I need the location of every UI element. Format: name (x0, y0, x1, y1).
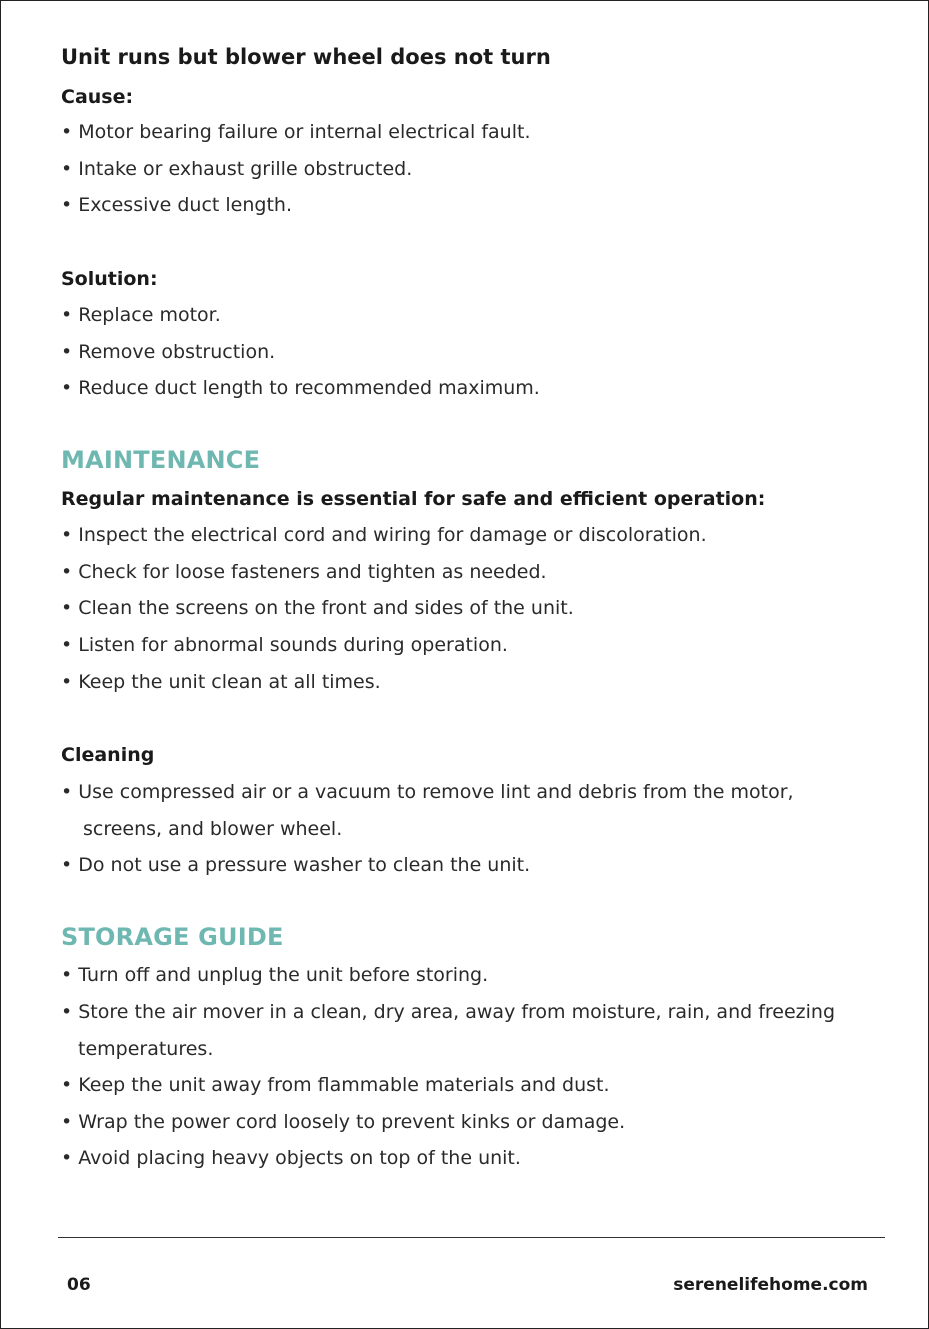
maintenance-item: • Clean the screens on the front and sides of the unit. (61, 597, 574, 619)
storage-item-continued: temperatures. (78, 1038, 214, 1060)
maintenance-title: MAINTENANCE (61, 446, 261, 474)
maintenance-item: • Keep the unit clean at all times. (61, 671, 381, 693)
footer-divider (58, 1237, 885, 1238)
storage-title: STORAGE GUIDE (61, 923, 284, 951)
maintenance-item: • Check for loose fasteners and tighten as needed. (61, 561, 547, 583)
cleaning-item: • Use compressed air or a vacuum to remove lint and debris from the motor, (61, 781, 794, 803)
maintenance-item: • Inspect the electrical cord and wiring for damage or discoloration. (61, 524, 707, 546)
cause-item: • Excessive duct length. (61, 194, 292, 216)
storage-item: • Turn off and unplug the unit before storing. (61, 964, 489, 986)
solution-item: • Reduce duct length to recommended maximum. (61, 377, 540, 399)
cause-item: • Intake or exhaust grille obstructed. (61, 158, 413, 180)
solution-label: Solution: (61, 268, 158, 290)
cleaning-item: • Do not use a pressure washer to clean the unit. (61, 854, 531, 876)
cause-item: • Motor bearing failure or internal electrical fault. (61, 121, 531, 143)
website-link[interactable]: serenelifehome.com (673, 1275, 868, 1295)
cleaning-label: Cleaning (61, 744, 155, 766)
cause-label: Cause: (61, 86, 134, 108)
cleaning-item-continued: screens, and blower wheel. (83, 818, 343, 840)
storage-item: • Store the air mover in a clean, dry area, away from moisture, rain, and freezing (61, 1001, 836, 1023)
maintenance-item: • Listen for abnormal sounds during operation. (61, 634, 508, 656)
page-number: 06 (67, 1275, 91, 1295)
storage-item: • Keep the unit away from flammable materials and dust. (61, 1074, 610, 1096)
problem-title: Unit runs but blower wheel does not turn (61, 45, 551, 69)
storage-item: • Wrap the power cord loosely to prevent kinks or damage. (61, 1111, 626, 1133)
maintenance-intro: Regular maintenance is essential for safe and efficient operation: (61, 488, 766, 510)
solution-item: • Replace motor. (61, 304, 221, 326)
storage-item: • Avoid placing heavy objects on top of the unit. (61, 1147, 521, 1169)
solution-item: • Remove obstruction. (61, 341, 276, 363)
